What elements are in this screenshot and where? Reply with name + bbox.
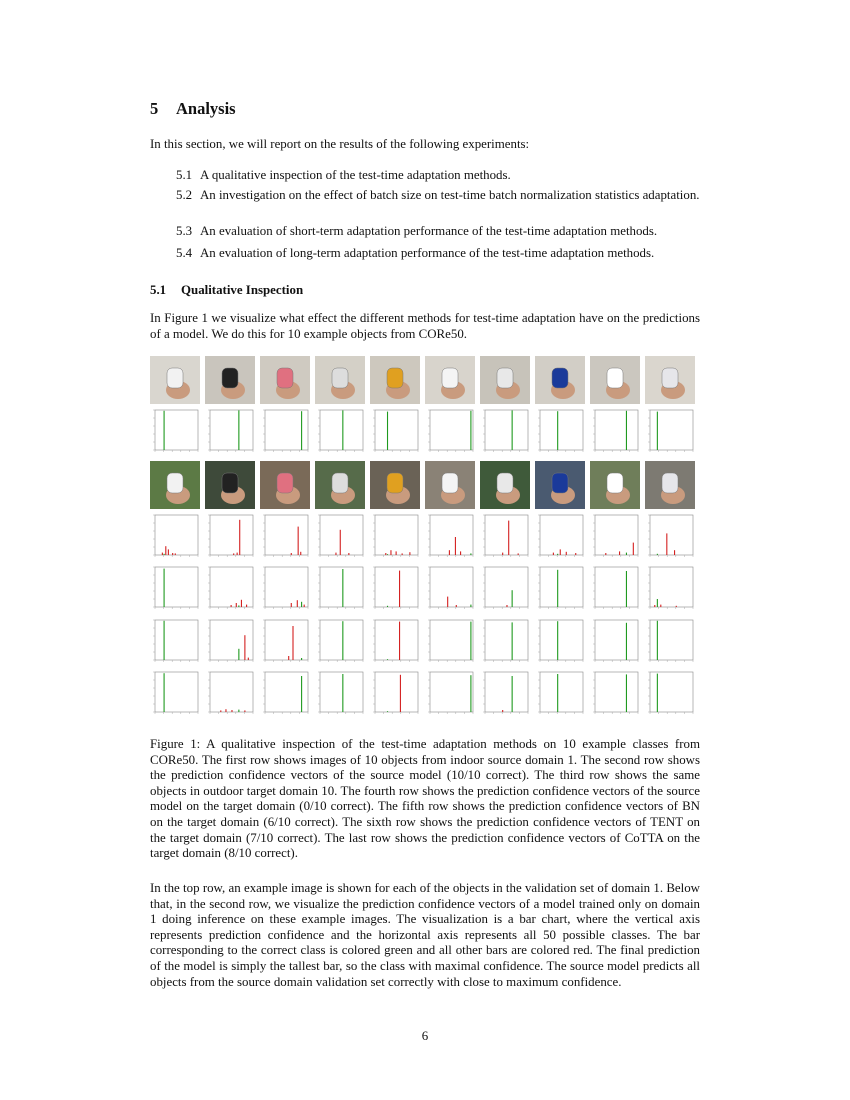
confidence-chart — [260, 513, 310, 561]
subsection-number: 5.1 — [150, 283, 167, 297]
object-photo-drawing — [425, 356, 475, 404]
object-photo-drawing — [480, 356, 530, 404]
chart-axes-frame — [595, 672, 638, 712]
wrong-class-bar — [297, 600, 298, 607]
confidence-chart — [370, 408, 420, 456]
confidence-chart — [645, 618, 695, 666]
wrong-class-bar — [654, 605, 655, 607]
wrong-class-bar — [246, 605, 247, 607]
chart-axes-frame — [540, 410, 583, 450]
correct-class-bar — [626, 571, 627, 607]
object-photo — [260, 356, 310, 404]
confidence-chart — [535, 618, 585, 666]
object-shape — [662, 368, 678, 388]
confidence-chart — [260, 408, 310, 456]
object-photo — [150, 461, 200, 509]
confidence-chart — [260, 618, 310, 666]
wrong-class-bar — [385, 553, 386, 555]
wrong-class-bar — [619, 551, 620, 555]
wrong-class-bar — [291, 553, 292, 555]
confidence-chart — [645, 670, 695, 718]
object-shape — [222, 473, 238, 493]
object-shape — [167, 473, 183, 493]
wrong-class-bar — [399, 621, 400, 659]
chart-axes-frame — [210, 672, 253, 712]
confidence-chart — [590, 670, 640, 718]
correct-class-bar — [657, 554, 658, 555]
confidence-chart — [150, 408, 200, 456]
object-shape — [167, 368, 183, 388]
correct-class-bar — [301, 658, 302, 660]
experiment-number: 5.3 — [176, 224, 193, 238]
object-photo — [535, 356, 585, 404]
object-photo-drawing — [260, 356, 310, 404]
wrong-class-bar — [231, 710, 232, 712]
chart-axes-frame — [155, 620, 198, 660]
correct-class-bar — [164, 569, 165, 607]
chart-axes-frame — [375, 410, 418, 450]
confidence-chart — [480, 618, 530, 666]
object-photo-drawing — [645, 461, 695, 509]
experiment-text: An evaluation of short-term adaptation performance of the test-time adaptation methods. — [200, 224, 658, 238]
chart-axes-frame — [265, 620, 308, 660]
experiment-number: 5.1 — [176, 168, 193, 182]
correct-class-bar — [342, 621, 343, 660]
object-photo — [425, 356, 475, 404]
wrong-class-bar — [248, 657, 249, 659]
figure-caption: Figure 1: A qualitative inspection of the test-time adaptation methods on 10 example classes from CORe50. The first row shows images of 10 objects from indoor source domain 1. The second row shows the prediction confidence vectors of the source model (10/10 correct). The third row shows the same objects in outdoor target domain 10. The fourth row shows the prediction confidence vectors of the source model on the target domain (0/10 correct). The fifth row shows the prediction confidence vectors of BN on the target domain (6/10 correct). The sixth row shows the prediction confidence vectors of TENT on the target domain (7/10 correct). The last row shows the prediction confidence vectors of CoTTA on the target domain (8/10 correct). — [150, 737, 700, 861]
chart-axes-frame — [265, 515, 308, 555]
wrong-class-bar — [335, 552, 336, 554]
wrong-class-bar — [244, 635, 245, 660]
object-photo — [590, 356, 640, 404]
object-photo-drawing — [150, 356, 200, 404]
confidence-chart — [315, 408, 365, 456]
correct-class-bar — [387, 554, 388, 555]
wrong-class-bar — [633, 542, 634, 554]
confidence-chart — [150, 513, 200, 561]
confidence-chart — [150, 670, 200, 718]
confidence-chart — [480, 565, 530, 613]
experiment-item — [176, 188, 700, 204]
chart-axes-frame — [485, 410, 528, 450]
subsection-heading — [150, 283, 303, 298]
confidence-chart — [535, 565, 585, 613]
wrong-class-bar — [225, 709, 226, 712]
object-photo — [260, 461, 310, 509]
wrong-class-bar — [660, 605, 661, 607]
object-photo-drawing — [480, 461, 530, 509]
correct-class-bar — [238, 606, 239, 608]
confidence-chart — [425, 513, 475, 561]
confidence-chart — [315, 670, 365, 718]
experiment-item — [176, 168, 700, 184]
wrong-class-bar — [175, 553, 176, 555]
object-photo — [205, 461, 255, 509]
wrong-class-bar — [447, 597, 448, 607]
wrong-class-bar — [348, 553, 349, 555]
object-photo-drawing — [315, 356, 365, 404]
object-shape — [607, 473, 623, 493]
correct-class-bar — [342, 411, 343, 451]
wrong-class-bar — [455, 537, 456, 555]
object-photo — [205, 356, 255, 404]
correct-class-bar — [557, 554, 558, 555]
wrong-class-bar — [233, 553, 234, 555]
correct-class-bar — [164, 620, 165, 659]
object-photo — [480, 356, 530, 404]
chart-axes-frame — [430, 515, 473, 555]
correct-class-bar — [164, 673, 165, 712]
object-photo-drawing — [150, 461, 200, 509]
wrong-class-bar — [506, 605, 507, 607]
confidence-chart — [535, 408, 585, 456]
object-shape — [442, 473, 458, 493]
chart-axes-frame — [265, 567, 308, 607]
correct-class-bar — [557, 674, 558, 712]
wrong-class-bar — [676, 606, 677, 607]
correct-class-bar — [626, 411, 627, 450]
chart-axes-frame — [155, 410, 198, 450]
correct-class-bar — [301, 602, 302, 607]
chart-axes-frame — [485, 567, 528, 607]
chart-axes-frame — [320, 620, 363, 660]
object-shape — [387, 473, 403, 493]
object-photo — [370, 356, 420, 404]
chart-axes-frame — [430, 567, 473, 607]
chart-axes-frame — [210, 515, 253, 555]
chart-axes-frame — [375, 620, 418, 660]
object-shape — [442, 368, 458, 388]
chart-axes-frame — [320, 410, 363, 450]
chart-axes-frame — [210, 410, 253, 450]
chart-axes-frame — [650, 620, 693, 660]
wrong-class-bar — [304, 605, 305, 607]
wrong-class-bar — [396, 551, 397, 555]
chart-axes-frame — [540, 567, 583, 607]
correct-class-bar — [387, 711, 388, 712]
wrong-class-bar — [300, 552, 301, 555]
object-photo — [645, 461, 695, 509]
wrong-class-bar — [220, 710, 221, 712]
correct-class-bar — [557, 570, 558, 607]
object-photo-drawing — [260, 461, 310, 509]
section-title: Analysis — [176, 99, 236, 118]
confidence-chart — [645, 565, 695, 613]
object-photo-drawing — [315, 461, 365, 509]
object-photo — [645, 356, 695, 404]
correct-class-bar — [557, 411, 558, 450]
subsection-title: Qualitative Inspection — [181, 283, 304, 297]
chart-axes-frame — [320, 672, 363, 712]
correct-class-bar — [342, 674, 343, 712]
confidence-chart — [370, 670, 420, 718]
wrong-class-bar — [172, 553, 173, 555]
confidence-chart — [315, 565, 365, 613]
object-shape — [387, 368, 403, 388]
correct-class-bar — [657, 673, 658, 711]
object-shape — [497, 473, 513, 493]
correct-class-bar — [387, 606, 388, 607]
chart-axes-frame — [430, 410, 473, 450]
chart-axes-frame — [595, 567, 638, 607]
chart-axes-frame — [595, 410, 638, 450]
correct-class-bar — [387, 412, 388, 450]
chart-axes-frame — [375, 567, 418, 607]
section-number: 5 — [150, 99, 159, 118]
correct-class-bar — [557, 621, 558, 660]
confidence-chart — [205, 513, 255, 561]
confidence-chart — [150, 618, 200, 666]
correct-class-bar — [512, 590, 513, 607]
object-photo-drawing — [205, 356, 255, 404]
wrong-class-bar — [456, 605, 457, 607]
object-shape — [222, 368, 238, 388]
wrong-class-bar — [400, 675, 401, 712]
wrong-class-bar — [674, 550, 675, 555]
confidence-chart — [590, 618, 640, 666]
object-photo-drawing — [370, 356, 420, 404]
wrong-class-bar — [390, 550, 391, 555]
correct-class-bar — [626, 674, 627, 712]
wrong-class-bar — [409, 552, 410, 555]
correct-class-bar — [626, 552, 627, 554]
object-photo — [315, 356, 365, 404]
chart-axes-frame — [320, 567, 363, 607]
object-photo — [150, 356, 200, 404]
confidence-chart — [205, 408, 255, 456]
object-photo — [370, 461, 420, 509]
subsection-paragraph: In Figure 1 we visualize what effect the different methods for test-time adaptation have on the predictions of a model. We do this for 10 example objects from CORe50. — [150, 311, 700, 341]
confidence-chart — [590, 513, 640, 561]
object-photo-drawing — [535, 356, 585, 404]
chart-axes-frame — [650, 515, 693, 555]
confidence-chart — [590, 565, 640, 613]
correct-class-bar — [470, 621, 471, 659]
experiment-text: A qualitative inspection of the test-time adaptation methods. — [200, 168, 511, 182]
correct-class-bar — [301, 676, 302, 712]
correct-class-bar — [512, 411, 513, 451]
confidence-chart — [205, 670, 255, 718]
wrong-class-bar — [162, 552, 163, 554]
correct-class-bar — [387, 659, 388, 660]
correct-class-bar — [512, 622, 513, 660]
page-number: 6 — [421, 1029, 429, 1043]
correct-class-bar — [470, 605, 471, 607]
body-paragraph: In the top row, an example image is shown for each of the objects in the validation set of domain 1. Below that, in the second row, we visualize the prediction confidence vectors of a model trained only on domain 1 doing inference on these example images. The visualization is a bar chart, where the vertical axis represents prediction confidence and the horizontal axis represents all 50 possible classes. The bar corresponding to the correct class is colored green and all other bars are colored red. The final prediction of the model is simply the tallest bar, so the class with maximal confidence. The source model predicts all objects from the source domain validation set correctly with close to maximum confidence. — [150, 881, 700, 989]
correct-class-bar — [470, 411, 471, 450]
confidence-chart — [370, 618, 420, 666]
wrong-class-bar — [340, 530, 341, 555]
wrong-class-bar — [575, 553, 576, 555]
wrong-class-bar — [566, 552, 567, 555]
object-photo — [590, 461, 640, 509]
object-shape — [552, 368, 568, 388]
chart-axes-frame — [155, 515, 198, 555]
wrong-class-bar — [288, 656, 289, 660]
chart-axes-frame — [650, 672, 693, 712]
chart-axes-frame — [650, 410, 693, 450]
experiment-item — [176, 246, 700, 262]
correct-class-bar — [657, 599, 658, 607]
wrong-class-bar — [508, 520, 509, 554]
chart-axes-frame — [540, 672, 583, 712]
wrong-class-bar — [399, 571, 400, 607]
chart-axes-frame — [485, 515, 528, 555]
wrong-class-bar — [502, 552, 503, 554]
confidence-chart — [205, 618, 255, 666]
object-photo — [315, 461, 365, 509]
object-shape — [277, 473, 293, 493]
confidence-chart — [590, 408, 640, 456]
experiment-number: 5.4 — [176, 246, 193, 260]
figure-1-grid — [150, 356, 700, 722]
chart-axes-frame — [485, 672, 528, 712]
object-shape — [497, 368, 513, 388]
chart-axes-frame — [375, 515, 418, 555]
object-shape — [607, 368, 623, 388]
wrong-class-bar — [449, 550, 450, 555]
chart-axes-frame — [540, 620, 583, 660]
chart-axes-frame — [430, 672, 473, 712]
object-photo — [480, 461, 530, 509]
chart-axes-frame — [210, 567, 253, 607]
confidence-chart — [535, 670, 585, 718]
wrong-class-bar — [236, 603, 237, 607]
correct-class-bar — [238, 411, 239, 451]
object-shape — [332, 368, 348, 388]
chart-axes-frame — [595, 620, 638, 660]
object-photo-drawing — [425, 461, 475, 509]
wrong-class-bar — [666, 533, 667, 555]
chart-axes-frame — [485, 620, 528, 660]
wrong-class-bar — [291, 603, 292, 607]
confidence-chart — [370, 565, 420, 613]
confidence-chart — [425, 408, 475, 456]
confidence-chart — [480, 408, 530, 456]
wrong-class-bar — [237, 552, 238, 554]
chart-axes-frame — [540, 515, 583, 555]
confidence-chart — [315, 513, 365, 561]
experiment-text: An evaluation of long-term adaptation performance of the test-time adaptation methods. — [200, 246, 655, 260]
wrong-class-bar — [292, 626, 293, 660]
chart-axes-frame — [595, 515, 638, 555]
object-photo-drawing — [590, 461, 640, 509]
object-shape — [662, 473, 678, 493]
object-photo-drawing — [590, 356, 640, 404]
chart-axes-frame — [320, 515, 363, 555]
experiment-item — [176, 224, 700, 240]
correct-class-bar — [342, 569, 343, 607]
confidence-chart — [260, 565, 310, 613]
wrong-class-bar — [244, 710, 245, 712]
intro-paragraph: In this section, we will report on the results of the following experiments: — [150, 137, 530, 151]
experiment-number: 5.2 — [176, 188, 193, 202]
correct-class-bar — [626, 622, 627, 659]
wrong-class-bar — [241, 600, 242, 607]
wrong-class-bar — [605, 553, 606, 555]
wrong-class-bar — [460, 551, 461, 555]
object-photo-drawing — [370, 461, 420, 509]
chart-axes-frame — [430, 620, 473, 660]
confidence-chart — [260, 670, 310, 718]
wrong-class-bar — [165, 546, 166, 555]
confidence-chart — [480, 513, 530, 561]
correct-class-bar — [470, 553, 471, 555]
confidence-chart — [315, 618, 365, 666]
chart-axes-frame — [155, 567, 198, 607]
object-shape — [277, 368, 293, 388]
experiment-text: An investigation on the effect of batch size on test-time batch normalization statistics adaptation. — [200, 188, 700, 202]
section-heading — [150, 99, 236, 119]
wrong-class-bar — [502, 710, 503, 712]
wrong-class-bar — [560, 549, 561, 555]
wrong-class-bar — [231, 605, 232, 607]
wrong-class-bar — [402, 553, 403, 555]
object-photo — [535, 461, 585, 509]
correct-class-bar — [657, 620, 658, 659]
wrong-class-bar — [298, 526, 299, 554]
correct-class-bar — [301, 411, 302, 450]
correct-class-bar — [238, 648, 239, 659]
confidence-chart — [425, 618, 475, 666]
object-photo — [425, 461, 475, 509]
correct-class-bar — [238, 709, 239, 711]
chart-axes-frame — [650, 567, 693, 607]
confidence-chart — [645, 513, 695, 561]
object-photo-drawing — [645, 356, 695, 404]
correct-class-bar — [164, 554, 165, 555]
wrong-class-bar — [239, 520, 240, 555]
correct-class-bar — [470, 675, 471, 712]
confidence-chart — [205, 565, 255, 613]
chart-axes-frame — [210, 620, 253, 660]
object-photo-drawing — [535, 461, 585, 509]
confidence-chart — [425, 670, 475, 718]
correct-class-bar — [512, 676, 513, 712]
chart-axes-frame — [155, 672, 198, 712]
confidence-chart — [150, 565, 200, 613]
correct-class-bar — [164, 411, 165, 450]
chart-axes-frame — [375, 672, 418, 712]
object-shape — [552, 473, 568, 493]
object-shape — [332, 473, 348, 493]
confidence-chart — [425, 565, 475, 613]
wrong-class-bar — [553, 552, 554, 554]
confidence-chart — [370, 513, 420, 561]
confidence-chart — [535, 513, 585, 561]
wrong-class-bar — [518, 553, 519, 555]
correct-class-bar — [657, 412, 658, 450]
confidence-chart — [645, 408, 695, 456]
confidence-chart — [480, 670, 530, 718]
wrong-class-bar — [168, 549, 169, 555]
object-photo-drawing — [205, 461, 255, 509]
